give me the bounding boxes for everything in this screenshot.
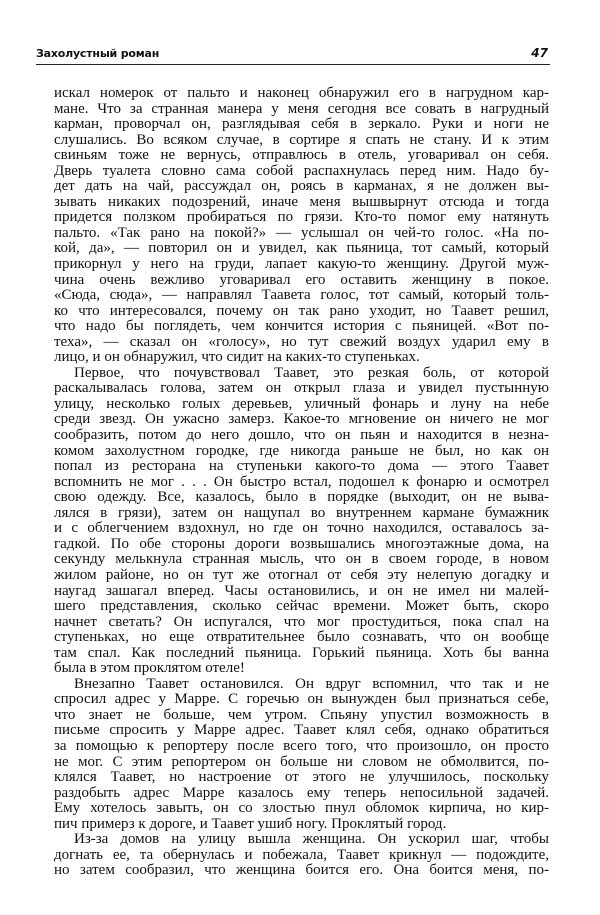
- text-line: за помощью к репортеру после всего того, что произошло, он просто: [54, 737, 549, 754]
- text-line: пич примерз к дороге, и Таавет ушиб ногу. Проклятый город.: [54, 815, 447, 832]
- text-line: кой, да», — повторил он и увидел, как пьяница, тот самый, который: [54, 240, 549, 257]
- text-line: искал номерок от пальто и наконец обнаружил его в нагрудном кар-: [54, 85, 549, 101]
- text-line: дет дать на чай, рассуждал он, роясь в карманах, я не должен вы-: [54, 178, 549, 195]
- text-line: карман, проворчал он, разглядывая себя в зеркало. Руки и ноги не: [54, 116, 549, 133]
- text-line: Дверь туалета словно сама собой распахнулась перед ним. Надо бу-: [54, 162, 549, 179]
- text-line: зывать никаких подозрений, иначе меня вышвырнут отсюда и тогда: [54, 193, 549, 210]
- text-line: слушались. Во всяком случае, в сортире я спать не стану. И к этим: [54, 131, 549, 148]
- text-line: улицу, несколько голых деревьев, уличный фонарь и луну на небе: [54, 395, 549, 412]
- body-text: [54, 86, 549, 879]
- text-line: раскалывалась голова, затем он открыл глаза и увидел пустынную: [54, 380, 549, 397]
- text-line: «Сюда, сюда», — направлял Таавета голос, тот самый, который толь-: [54, 287, 549, 304]
- text-line: письме спросить у Марре адрес. Таавет клял себя, однако обратиться: [54, 722, 549, 739]
- text-line: Первое, что почувствовал Таавет, это резкая боль, от которой: [74, 364, 549, 381]
- text-line: лялся в грязи), затем он нащупал во внутреннем кармане бумажник: [54, 504, 549, 521]
- text-line: секунду мелькнула странная мысль, что он в своем городе, в новом: [54, 551, 549, 568]
- text-line: мане. Что за странная манера у меня сегодня все совать в нагрудный: [54, 100, 549, 117]
- paragraph: [54, 366, 549, 677]
- text-line: была в этом проклятом отеле!: [54, 660, 245, 677]
- text-line: догнать ее, та обернулась и побежала, Таавет крикнул — подождите,: [54, 846, 549, 863]
- paragraph: [54, 832, 549, 879]
- text-line: жилом районе, но он тут же отогнал от себя эту нелепую догадку и: [54, 566, 549, 583]
- page-number: 47: [531, 46, 548, 60]
- text-line: ко что интересовался, почему он так рано уходит, но Таавет решил,: [54, 302, 549, 319]
- text-line: начнет светать? Он испугался, что мог простудиться, пока спал на: [54, 613, 549, 630]
- text-line: Внезапно Таавет остановился. Он вдруг вспомнил, что так и не: [74, 675, 549, 692]
- text-line: и с облегчением вздохнул, но где он точно находился, оставалось за-: [54, 520, 549, 537]
- page-header: [36, 46, 550, 65]
- text-line: попал из ресторана на ступеньки какого-то дома — этого Таавет: [54, 458, 549, 475]
- text-line: клялся Таавет, но настроение от этого не улучшилось, поскольку: [54, 769, 549, 786]
- text-line: там спал. Как последний пьяница. Горький пьяница. Хоть бы ванна: [54, 644, 549, 661]
- text-line: свиньям тоже не вернусь, отправлюсь в отель, уговаривал он себя.: [54, 147, 549, 164]
- text-line: ступеньках, но еще отвратительнее было сознавать, что он вообще: [54, 629, 549, 646]
- text-line: теха», — сказал он «голосу», но тут свежий воздух ударил ему в: [54, 333, 549, 350]
- text-line: наугад зашагал вперед. Часы остановились, и он не имел ни малей-: [54, 582, 549, 599]
- text-line: не мог. С этим репортером он больше ни словом не обмолвится, по-: [54, 753, 549, 770]
- text-line: пальто. «Так рано на покой?» — услышал он чей-то голос. «На по-: [54, 224, 549, 241]
- text-line: что надо бы поглядеть, чем кончится история с пьяницей. «Вот по-: [54, 318, 549, 335]
- text-line: чина очень вежливо уговаривал его оставить женщину в покое.: [54, 271, 549, 288]
- text-line: вспомнить не мог . . . Он быстро встал, подошел к фонарю и осмотрел: [54, 473, 549, 490]
- text-line: свою одежду. Все, казалось, было в порядке (выходит, он не выва-: [54, 489, 549, 506]
- text-line: среди звезд. Он ужасно замерз. Какое-то мгновение он ничего не мог: [54, 411, 549, 428]
- text-line: Из-за домов на улицу вышла женщина. Он ускорил шаг, чтобы: [74, 831, 549, 848]
- text-line: раздобыть адрес Марре казалось ему теперь непосильной задачей.: [54, 784, 549, 801]
- paragraph: [54, 677, 549, 832]
- text-line: Ему хотелось завыть, он со злостью пнул обломок кирпича, но кир-: [54, 800, 549, 817]
- text-line: лицо, и он обнаружил, что сидит на каких-то ступеньках.: [54, 349, 420, 366]
- text-line: шего представления, сколько сейчас времени. Может быть, скоро: [54, 598, 549, 615]
- text-line: сообразить, потом до него дошло, что он пьян и находится в незна-: [54, 427, 549, 444]
- paragraph: [54, 86, 549, 366]
- text-line: гадкой. По обе стороны дороги возвышались многоэтажные дома, на: [54, 535, 549, 552]
- running-title: Захолустный роман: [36, 47, 160, 60]
- text-line: спросил адрес у Марре. С горечью он вынужден был признаться себе,: [54, 691, 549, 708]
- text-line: комом захолустном городке, где никогда раньше не был, но как он: [54, 442, 549, 459]
- text-line: что знает не больше, чем утром. Спьяну упустил возможность в: [54, 706, 549, 723]
- text-line: придется ползком пробираться по грязи. Кто-то помог ему натянуть: [54, 209, 549, 226]
- text-line: но затем сообразил, что женщина боится его. Она боится меня, по-: [54, 862, 549, 879]
- text-line: прикорнул у него на груди, лапает какую-то женщину. Другой муж-: [54, 256, 549, 273]
